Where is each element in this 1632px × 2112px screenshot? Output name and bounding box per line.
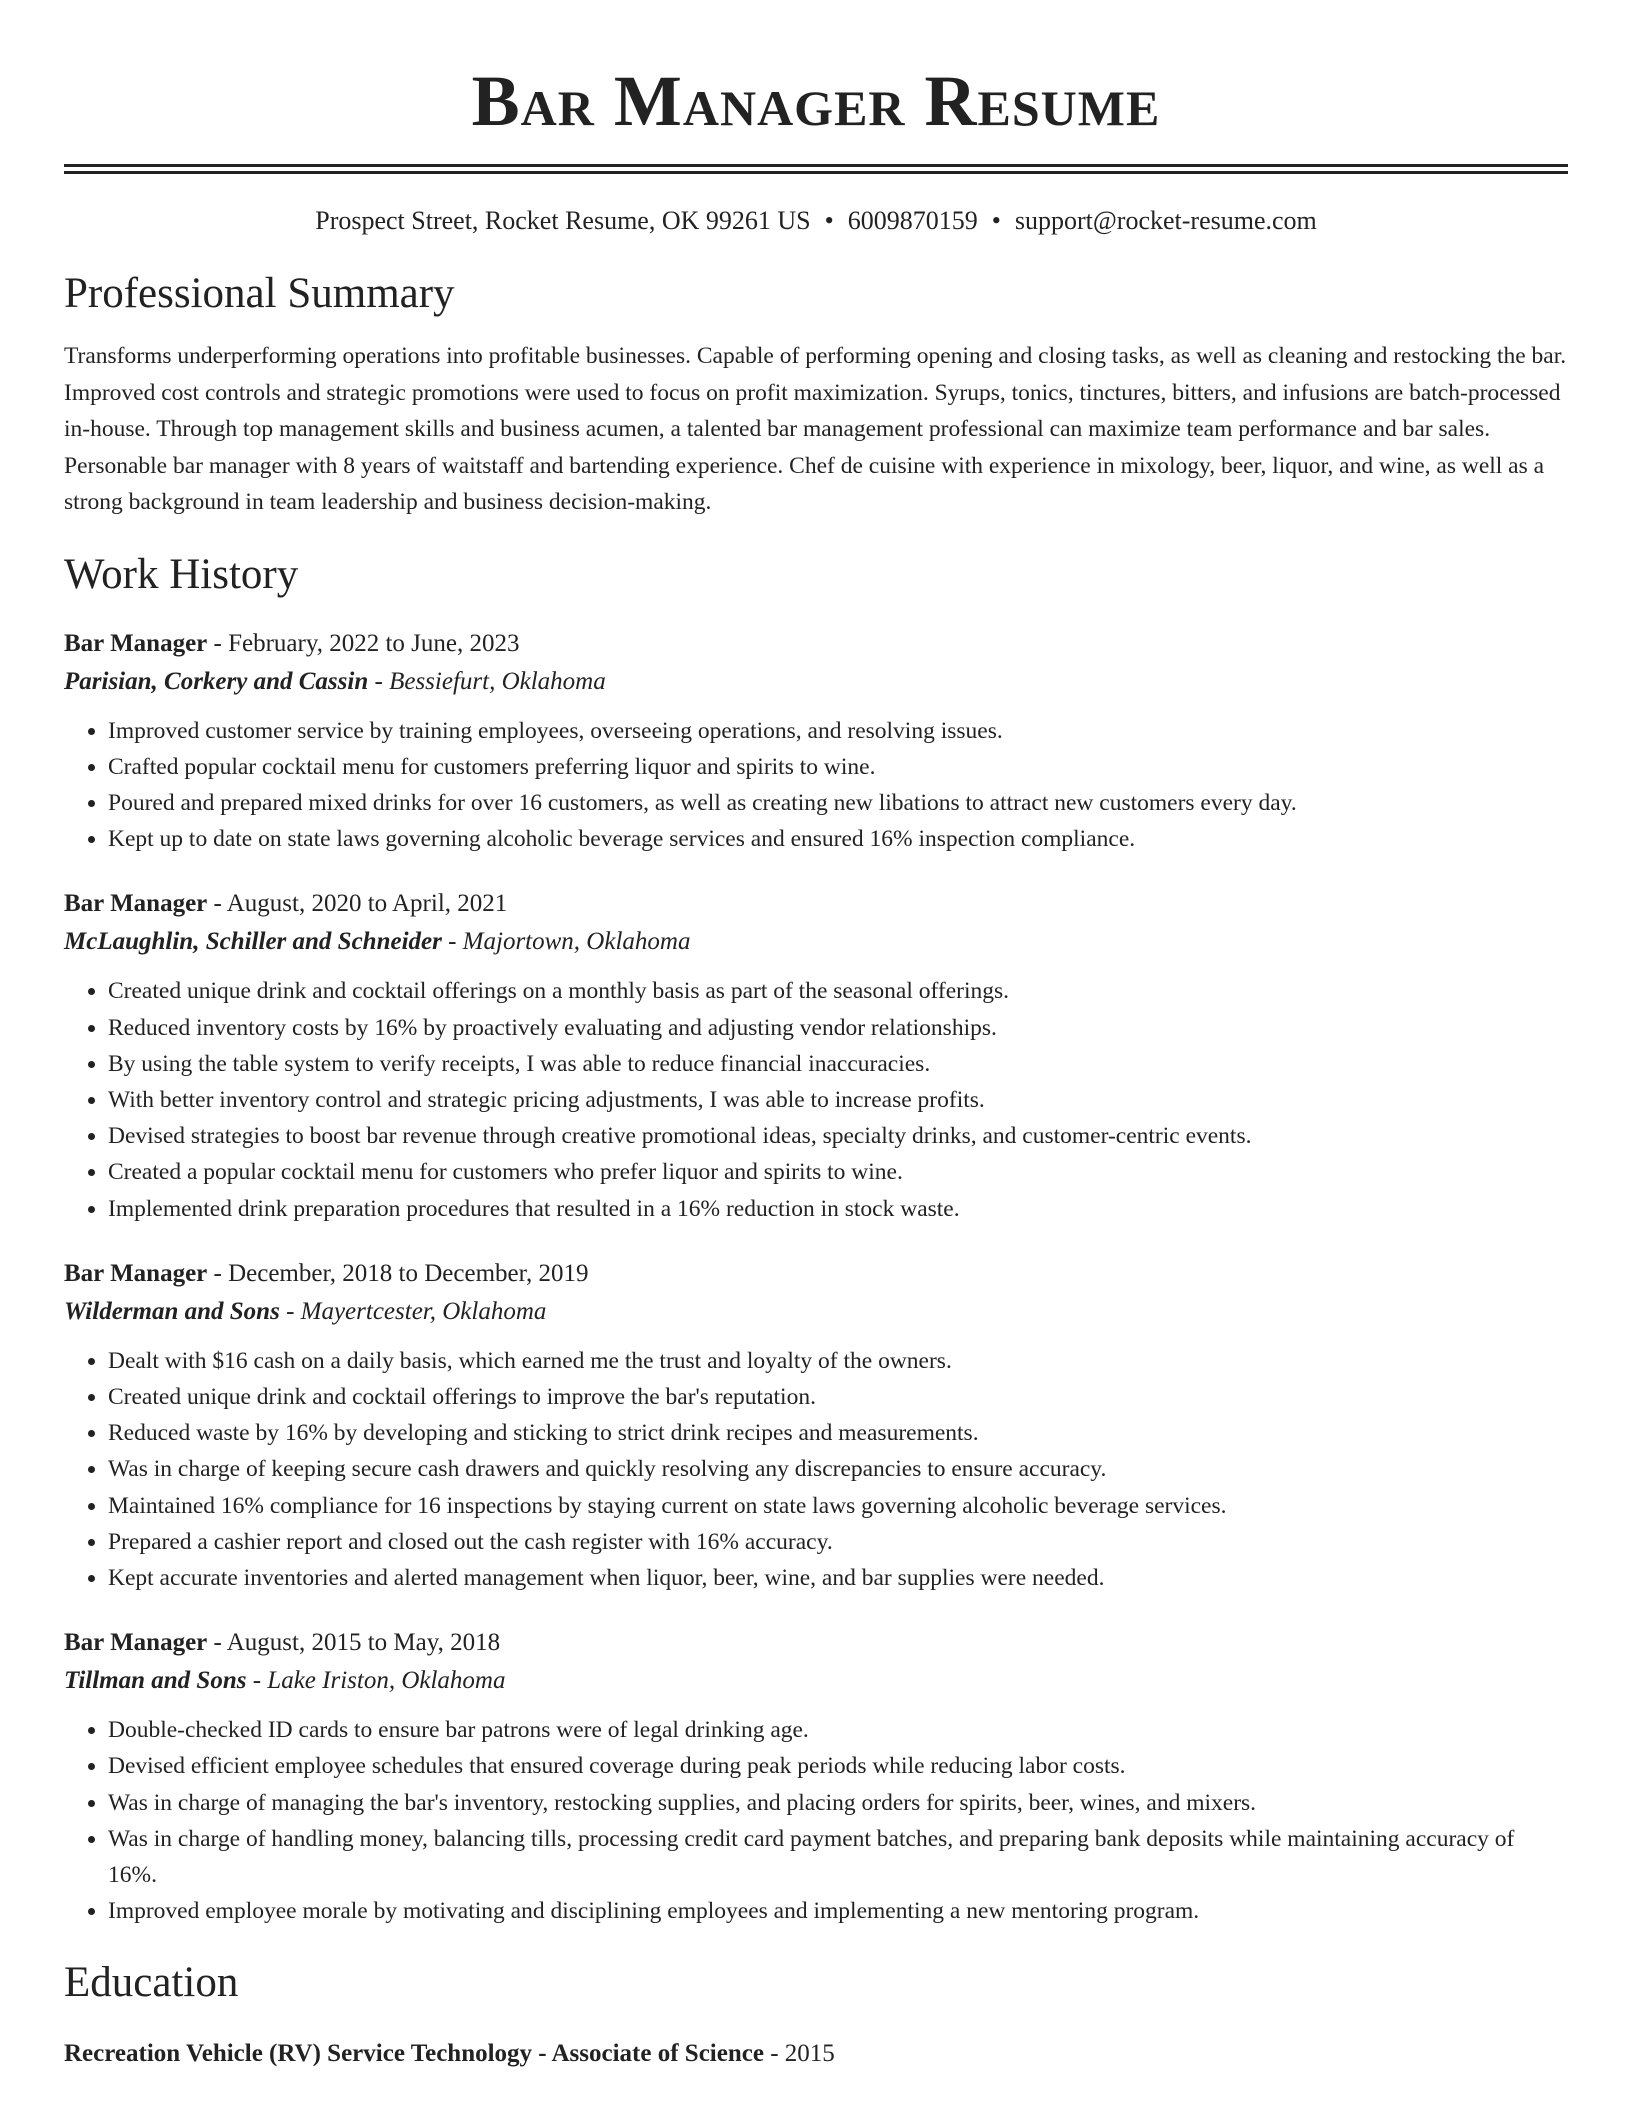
job-dates: - December, 2018 to December, 2019 xyxy=(207,1259,589,1287)
contact-line xyxy=(64,204,1568,238)
job-entry xyxy=(64,1624,1568,1929)
job-bullet: • Created unique drink and cocktail offerings on a monthly basis as part of the seasonal offerings. xyxy=(108,973,1568,1009)
job-bullet: • Was in charge of managing the bar's inventory, restocking supplies, and placing orders for spirits, beer, wines, and mixers. xyxy=(108,1785,1568,1821)
job-title: Bar Manager xyxy=(64,1629,208,1657)
job-dates: - February, 2022 to June, 2023 xyxy=(207,629,520,657)
job-location: - Bessiefurt, Oklahoma xyxy=(368,667,606,695)
job-company-line xyxy=(64,1293,1568,1331)
contact-phone: 6009870159 xyxy=(847,206,978,235)
job-bullet-list xyxy=(64,1343,1568,1596)
summary-text: Transforms underperforming operations into profitable businesses. Capable of performing opening and closing tasks, as well as cleaning and restocking the bar. Improved cost controls and strategic promotions were used to focus on profit maximization. Syrups, tonics, tinctures, bitters, and infusions are batch-processed in-house. Through top management skills and business acumen, a talented bar management professional can maximize team performance and bar sales. Personable bar manager with 8 years of waitstaff and bartending experience. Chef de cuisine with experience in mixology, beer, liquor, and wine, as well as a strong background in team leadership and business decision-making. xyxy=(64,343,1567,515)
job-bullet: • Kept accurate inventories and alerted management when liquor, beer, wine, and bar supplies were needed. xyxy=(108,1560,1568,1596)
job-bullet: • Poured and prepared mixed drinks for over 16 customers, as well as creating new libations to attract new customers every day. xyxy=(108,785,1568,821)
job-title-line xyxy=(64,625,1568,663)
work-history-heading: Work History xyxy=(64,550,299,598)
contact-email: support@rocket-resume.com xyxy=(1014,206,1317,235)
job-bullet-list xyxy=(64,713,1568,858)
job-company-line xyxy=(64,663,1568,701)
education-entry xyxy=(64,2035,1568,2073)
job-company: Wilderman and Sons xyxy=(64,1297,280,1325)
job-location: - Majortown, Oklahoma xyxy=(441,928,691,956)
job-bullet: • Improved customer service by training employees, overseeing operations, and resolving issues. xyxy=(108,713,1568,749)
job-company: McLaughlin, Schiller and Schneider xyxy=(64,928,442,956)
job-bullet: • Created unique drink and cocktail offerings to improve the bar's reputation. xyxy=(108,1379,1568,1415)
job-bullet: • Reduced inventory costs by 16% by proactively evaluating and adjusting vendor relationships. xyxy=(108,1010,1568,1046)
job-bullet: • Was in charge of keeping secure cash drawers and quickly resolving any discrepancies to ensure accuracy. xyxy=(108,1451,1568,1487)
education-degree: Recreation Vehicle (RV) Service Technology - Associate of Science xyxy=(64,2040,764,2068)
job-bullet: • Prepared a cashier report and closed out the cash register with 16% accuracy. xyxy=(108,1524,1568,1560)
job-title-line xyxy=(64,1624,1568,1662)
job-bullet: • With better inventory control and strategic pricing adjustments, I was able to increase profits. xyxy=(108,1082,1568,1118)
job-title: Bar Manager xyxy=(64,890,208,918)
job-bullet: • Kept up to date on state laws governing alcoholic beverage services and ensured 16% inspection compliance. xyxy=(108,821,1568,857)
job-title: Bar Manager xyxy=(64,1259,208,1287)
education-heading: Education xyxy=(64,1959,239,2007)
job-bullet: • Dealt with $16 cash on a daily basis, which earned me the trust and loyalty of the owners. xyxy=(108,1343,1568,1379)
job-company-line xyxy=(64,1662,1568,1700)
job-entry xyxy=(64,1255,1568,1596)
education-year: - 2015 xyxy=(763,2040,835,2068)
job-title: Bar Manager xyxy=(64,629,208,657)
contact-separator: • xyxy=(824,206,834,235)
job-bullet: • Improved employee morale by motivating and disciplining employees and implementing a new mentoring program. xyxy=(108,1893,1568,1929)
job-bullet: • Devised strategies to boost bar revenue through creative promotional ideas, specialty drinks, and customer-centric events. xyxy=(108,1118,1568,1154)
job-location: - Lake Iriston, Oklahoma xyxy=(246,1667,506,1695)
job-company: Tillman and Sons xyxy=(64,1667,247,1695)
job-bullet-list xyxy=(64,973,1568,1226)
job-bullet-list xyxy=(64,1712,1568,1929)
job-entry xyxy=(64,885,1568,1226)
contact-address: Prospect Street, Rocket Resume, OK 99261 US xyxy=(315,206,811,235)
job-bullet: • By using the table system to verify receipts, I was able to reduce financial inaccuracies. xyxy=(108,1046,1568,1082)
job-bullet: • Created a popular cocktail menu for customers who prefer liquor and spirits to wine. xyxy=(108,1154,1568,1190)
job-bullet: • Maintained 16% compliance for 16 inspections by staying current on state laws governing alcoholic beverage services. xyxy=(108,1488,1568,1524)
job-bullet: • Double-checked ID cards to ensure bar patrons were of legal drinking age. xyxy=(108,1712,1568,1748)
job-bullet: • Devised efficient employee schedules that ensured coverage during peak periods while reducing labor costs. xyxy=(108,1748,1568,1784)
job-dates: - August, 2015 to May, 2018 xyxy=(207,1629,501,1657)
job-bullet: • Was in charge of handling money, balancing tills, processing credit card payment batches, and preparing bank deposits while maintaining accuracy of 16%. xyxy=(108,1821,1568,1893)
job-title-line xyxy=(64,885,1568,923)
contact-separator: • xyxy=(991,206,1001,235)
summary-heading: Professional Summary xyxy=(64,270,455,317)
job-bullet: • Crafted popular cocktail menu for customers preferring liquor and spirits to wine. xyxy=(108,749,1568,785)
job-bullet: • Implemented drink preparation procedures that resulted in a 16% reduction in stock waste. xyxy=(108,1191,1568,1227)
work-history-list xyxy=(64,625,1568,1930)
job-company-line xyxy=(64,923,1568,961)
job-bullet: • Reduced waste by 16% by developing and sticking to strict drink recipes and measurements. xyxy=(108,1415,1568,1451)
job-company: Parisian, Corkery and Cassin xyxy=(64,667,369,695)
job-dates: - August, 2020 to April, 2021 xyxy=(207,890,508,918)
resume-title: Bar Manager Resume xyxy=(471,61,1161,141)
title-divider xyxy=(64,164,1568,174)
job-title-line xyxy=(64,1255,1568,1293)
job-entry xyxy=(64,625,1568,858)
job-location: - Mayertcester, Oklahoma xyxy=(279,1297,547,1325)
